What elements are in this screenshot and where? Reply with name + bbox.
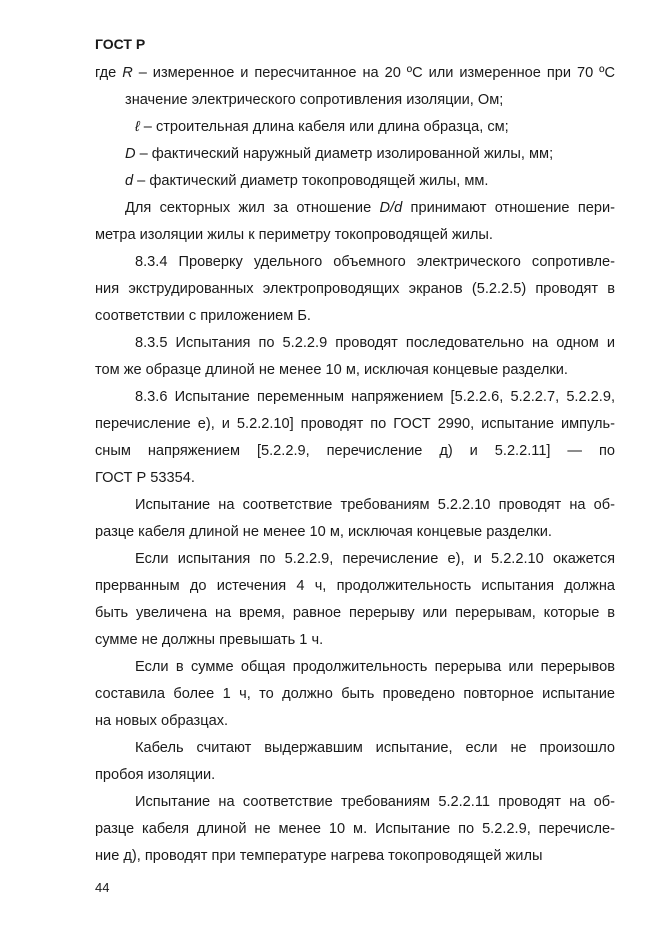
text-fragment: – измеренное и пересчитанное на 20 ºС или измеренное при 70 ºС <box>132 65 615 81</box>
text-line: ние д), проводят при температуре нагрева токопроводящей жилы <box>95 848 543 864</box>
text-line: Испытание на соответствие требованиям 5.2.2.10 проводят на об- <box>135 497 615 513</box>
text-line: составила более 1 ч, то должно быть проведено повторное испытание <box>95 686 615 702</box>
text-line: Если испытания по 5.2.2.9, перечисление е), и 5.2.2.10 окажется <box>135 551 615 567</box>
text-fragment: – строительная длина кабеля или длина образца, см; <box>139 119 509 135</box>
text-line: быть увеличена на время, равное перерыву или перерывам, которые в <box>95 605 615 621</box>
text-line: 8.3.5 Испытания по 5.2.2.9 проводят последовательно на одном и <box>135 335 615 351</box>
text-fragment: принимают отношение пери- <box>402 200 615 216</box>
text-line: перечисление е), и 5.2.2.10] проводят по ГОСТ 2990, испытание импуль- <box>95 416 615 432</box>
text-line: соответствии с приложением Б. <box>95 308 311 324</box>
text-line: Кабель считают выдержавшим испытание, если не произошло <box>135 740 615 756</box>
text-line: том же образце длиной не менее 10 м, исключая концевые разделки. <box>95 362 568 378</box>
text-line <box>95 195 615 222</box>
variable-l: ℓ <box>135 119 140 135</box>
variable-d: d <box>125 173 134 189</box>
text-line: сным напряжением [5.2.2.9, перечисление д) и 5.2.2.11] — по <box>95 443 615 459</box>
text-line: пробоя изоляции. <box>95 767 216 783</box>
text-line: на новых образцах. <box>95 713 229 729</box>
text-line: Если в сумме общая продолжительность перерыва или перерывов <box>135 659 615 675</box>
text-line: ния экструдированных электропроводящих экранов (5.2.2.5) проводят в <box>95 281 615 297</box>
variable-R: R <box>122 65 133 81</box>
text-line: значение электрического сопротивления изоляции, Ом; <box>125 92 504 108</box>
text-line: метра изоляции жилы к периметру токопроводящей жилы. <box>95 227 493 243</box>
text-line: 8.3.6 Испытание переменным напряжением [5.2.2.6, 5.2.2.7, 5.2.2.9, <box>135 389 615 405</box>
page-number: 44 <box>95 880 110 895</box>
text-line: 8.3.4 Проверку удельного объемного электрического сопротивле- <box>135 254 615 270</box>
document-body <box>95 60 615 870</box>
text-fragment: – фактический наружный диаметр изолированной жилы, мм; <box>135 146 554 162</box>
text-fragment: где <box>95 65 123 81</box>
document-header: ГОСТ Р <box>95 36 146 52</box>
text-fragment: – фактический диаметр токопроводящей жилы, мм. <box>133 173 489 189</box>
text-line <box>95 141 615 168</box>
text-fragment: Для секторных жил за отношение <box>125 200 380 216</box>
text-line <box>95 114 615 141</box>
text-line: ГОСТ Р 53354. <box>95 470 195 486</box>
text-line: Испытание на соответствие требованиям 5.2.2.11 проводят на об- <box>135 794 615 810</box>
text-line: разце кабеля длиной не менее 10 м, исключая концевые разделки. <box>95 524 552 540</box>
text-line: сумме не должны превышать 1 ч. <box>95 632 324 648</box>
text-line <box>95 60 615 87</box>
variable-D-d: D/d <box>379 200 403 216</box>
text-line <box>95 168 615 195</box>
text-line: разце кабеля длиной не менее 10 м. Испытание по 5.2.2.9, перечисле- <box>95 821 615 837</box>
variable-D: D <box>125 146 136 162</box>
text-line: прерванным до истечения 4 ч, продолжительность испытания должна <box>95 578 615 594</box>
